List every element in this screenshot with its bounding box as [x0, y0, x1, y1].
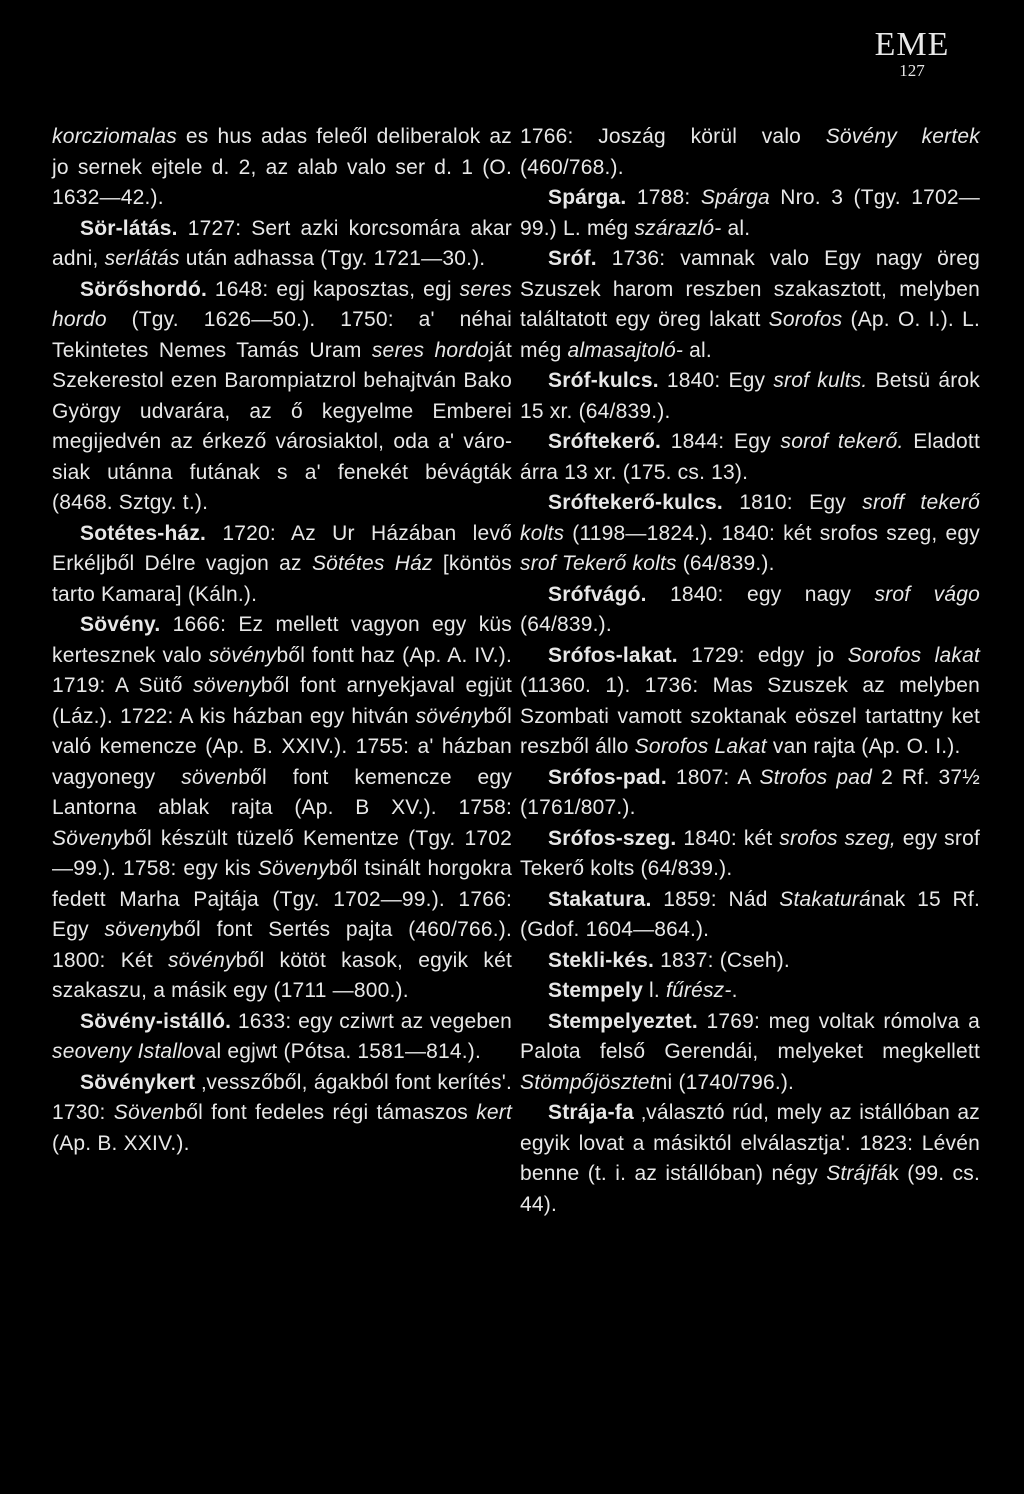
entry-headword: Sotétes-ház.	[80, 521, 207, 545]
entry-text: (11360. 1). 1736: Mas Szuszek az melyben Szombati vamott szoktanak eöszel tartattny ket reszből állo	[520, 674, 980, 758]
entry-quote-term: kert	[476, 1101, 512, 1124]
entry-quote-term: söveny	[193, 674, 261, 697]
entry-text: 1729: edgy jo	[677, 643, 848, 667]
entry-text: al.	[721, 216, 751, 240]
entry-headword: Sör-látás.	[80, 216, 178, 240]
entry-text: 1648: egj kaposztas, egj	[207, 277, 460, 301]
entry-headword: Stakatura.	[548, 887, 652, 911]
dictionary-entry	[520, 885, 980, 946]
entry-quote-term: Sorofos Lakat	[634, 735, 767, 758]
entry-quote-term: seres hordo	[371, 338, 490, 362]
dictionary-entry	[520, 946, 980, 977]
entry-quote-term: sövény	[167, 948, 236, 972]
entry-text: ből font arnyekjaval egjüt (Láz.). 1722: A kis házban egy hitván	[52, 674, 512, 728]
dictionary-entry	[520, 1007, 980, 1099]
dictionary-entry	[520, 641, 980, 763]
entry-text: .	[731, 979, 738, 1002]
dictionary-entry	[52, 1007, 512, 1068]
entry-quote-term: Strájfá	[826, 1162, 889, 1185]
entry-quote-term: srof vágo	[874, 582, 980, 606]
entry-text: al.	[683, 338, 712, 362]
dictionary-entry	[520, 763, 980, 824]
entry-text: ből tsinált horgokra fedett Marha Pajtája (Tgy. 1702—99.). 1766: Egy	[52, 857, 512, 941]
dictionary-entry	[520, 824, 980, 885]
entry-text: ből font Sertés pajta (460/766.). 1800: Két	[52, 918, 512, 972]
entry-quote-term: srof Tekerő kolts	[520, 552, 677, 575]
dictionary-entry	[520, 183, 980, 244]
entry-headword: Srófos-lakat.	[548, 643, 678, 667]
entry-text: es hus adas feleől deliberalok az jo sernek ejtele d. 2, az alab valo ser d. 1 (O. 1632—42.).	[52, 125, 512, 209]
entry-headword: Sörőshordó.	[80, 277, 208, 301]
dictionary-entry	[52, 122, 512, 214]
entry-text: Eladott árra 13 xr. (175. cs. 13).	[520, 430, 980, 484]
entry-text: 1769: meg voltak rómolva a Palota felső Gerendái, melyeket megkellett	[520, 1009, 980, 1063]
entry-text: 1720: Az Ur Házában levő Erkéljből Délre vagjon az	[52, 521, 512, 575]
entry-text: Betsü árok 15 xr. (64/839.).	[520, 369, 980, 423]
entry-quote-term: serlátás	[104, 247, 180, 270]
entry-text: (Ap. O. I.). L. még	[520, 308, 980, 362]
entry-text: (Ap. B. XXIV.).	[52, 1131, 190, 1155]
entry-quote-term: srofos szeg,	[779, 826, 896, 850]
entry-text: ből kötöt kasok, egyik két szakaszu, a másik egy (1711 —800.).	[52, 948, 512, 1002]
entry-text: Nro. 3 (Tgy. 1702—99.) L. még	[520, 186, 980, 240]
entry-headword: Srófos-szeg.	[548, 826, 677, 850]
entry-text: 1844: Egy	[661, 430, 781, 453]
entry-quote-term: Sötétes Ház	[311, 552, 433, 575]
entry-text: 1727: Sert azki korcsomára akar adni,	[52, 216, 512, 270]
entry-headword: Srófvágó.	[548, 582, 647, 606]
entry-text: (Tgy. 1626—50.). 1750: a' néhai Tekintetes Nemes Tamás Uram	[52, 308, 512, 362]
entry-text: ből készült tüzelő Kementze (Tgy. 1702—99.). 1758: egy kis	[52, 826, 512, 880]
entry-text: 1837: (Cseh).	[654, 948, 790, 972]
entry-text: (460/768.).	[520, 155, 624, 179]
entry-quote-term: sövény	[415, 704, 484, 728]
dictionary-entry	[520, 976, 980, 1007]
publisher-mark: EME	[874, 26, 950, 63]
entry-text: ből font kemencze egy Lantorna ablak rajta (Ap. B XV.). 1758:	[52, 765, 512, 819]
entry-quote-term: Sorofos	[768, 308, 843, 331]
entry-text: l.	[642, 979, 666, 1002]
left-column	[52, 122, 512, 1159]
entry-quote-term: sövény	[208, 643, 277, 667]
entry-headword: Sróftekerő.	[548, 430, 662, 453]
entry-quote-term: Strofos pad	[759, 765, 873, 789]
entry-text: ‚vesszőből, ágakból font kerítés'. 1730:	[52, 1070, 512, 1124]
entry-text: k (99. cs. 44).	[520, 1162, 980, 1216]
entry-headword: Sövénykert	[80, 1070, 196, 1094]
dictionary-entry	[520, 427, 980, 488]
entry-headword: Spárga.	[548, 186, 627, 209]
dictionary-entry	[52, 275, 512, 519]
entry-headword: Sróftekerő-kulcs.	[548, 491, 723, 514]
right-column	[520, 122, 980, 1220]
entry-headword: Srófos-pad.	[548, 765, 667, 789]
entry-quote-term: szárazló-	[634, 216, 722, 240]
entry-text: 1633: egy cziwrt az vegeben	[231, 1009, 512, 1033]
entry-text: 1666: Ez mellett vagyon egy küs kertesznek valo	[52, 613, 512, 667]
entry-quote-term: srof kults.	[773, 369, 868, 392]
entry-text: ből font fedeles régi támaszos	[174, 1101, 477, 1124]
entry-text: ből való kemencze (Ap. B. XXIV.). 1755: a' házban vagyonegy	[52, 704, 512, 789]
entry-headword: Stekli-kés.	[548, 948, 655, 972]
entry-quote-term: sroff tekerő kolts	[520, 491, 980, 545]
entry-headword: Sövény-istálló.	[80, 1009, 232, 1033]
entry-headword: Sövény.	[80, 613, 161, 636]
entry-quote-term: Stakaturá	[779, 887, 871, 911]
entry-quote-term: korcziomalas	[52, 125, 177, 148]
entry-headword: Strája-fa	[548, 1101, 634, 1124]
entry-quote-term: Söven	[113, 1101, 175, 1124]
dictionary-entry	[52, 214, 512, 275]
entry-quote-term: fűrész-	[665, 979, 732, 1002]
entry-headword: Stempely	[548, 979, 643, 1002]
entry-text: ből fontt haz (Ap. A. IV.). 1719: A Sütő	[52, 643, 512, 697]
dictionary-entry	[520, 366, 980, 427]
entry-text: 1840: két	[676, 826, 780, 850]
entry-headword: Sróf-kulcs.	[548, 369, 659, 392]
entry-text: van rajta (Ap. O. I.).	[766, 735, 961, 758]
entry-quote-term: Sövény kertek	[825, 125, 980, 148]
entry-quote-term: Spárga	[700, 186, 770, 209]
entry-text: 1766: Joszág körül valo	[520, 125, 826, 148]
entry-text: (64/839.).	[676, 552, 775, 575]
dictionary-entry	[52, 519, 512, 611]
entry-text: 1788:	[626, 186, 701, 209]
entry-quote-term: Söveny	[52, 826, 124, 850]
entry-text: után adhassa (Tgy. 1721—30.).	[179, 247, 486, 270]
entry-quote-term: Stömpőjösztet	[520, 1070, 656, 1094]
page-number: 127	[899, 61, 925, 80]
dictionary-entry	[520, 1098, 980, 1220]
dictionary-entry	[52, 610, 512, 1007]
dictionary-entry	[520, 122, 980, 183]
entry-text: 1859: Nád	[651, 887, 780, 911]
entry-text: val egjwt (Pótsa. 1581—814.).	[193, 1040, 482, 1063]
entry-headword: Stempelyeztet.	[548, 1009, 698, 1033]
entry-text: ját Szekerestol ezen Barompiatzrol behajtván Bako György udvarára, az ő kegyelme Emberei megijedvén az érkező városiaktol, oda a' városiak utánna futának s a' fenekét bévágták (8468. Sztgy. t.).	[52, 338, 512, 514]
entry-quote-term: Sorofos lakat	[847, 643, 980, 667]
entry-text: 1840: Egy	[658, 369, 774, 392]
entry-quote-term: söveny	[104, 918, 173, 941]
entry-quote-term: sorof tekerő.	[780, 430, 904, 453]
dictionary-entry	[520, 244, 980, 366]
entry-text: 2 Rf. 37½ (1761/807.).	[520, 765, 981, 819]
entry-quote-term: almasajtoló-	[567, 338, 684, 362]
entry-quote-term: seres hordo	[52, 277, 512, 331]
entry-quote-term: seoveny Istallo	[52, 1040, 194, 1063]
entry-text: (1198—1824.). 1840: két srofos szeg, egy	[564, 521, 980, 545]
entry-headword: Sróf.	[548, 247, 597, 270]
dictionary-entry	[52, 1068, 512, 1160]
entry-text: 1736: vamnak valo Egy nagy öreg Szuszek harom reszben szakasztott, melyben találtatott egy öreg lakatt	[520, 247, 980, 331]
dictionary-entry	[520, 488, 980, 580]
entry-quote-term: söven	[181, 765, 239, 789]
entry-text: (64/839.).	[520, 613, 612, 636]
entry-text: ‚választó rúd, mely az istállóban az egyik lovat a másiktól elválasztja'. 1823: Lévén benne (t. i. az istállóban) négy	[520, 1101, 980, 1185]
entry-text: ni (1740/796.).	[655, 1070, 795, 1094]
entry-text: [köntös tarto Kamara] (Káln.).	[52, 552, 512, 606]
entry-text: 1807: A	[666, 765, 760, 789]
entry-text: 1810: Egy	[722, 491, 863, 514]
page-header	[862, 28, 962, 80]
entry-text: egy srof Tekerő kolts (64/839.).	[520, 826, 980, 880]
entry-text: nak 15 Rf. (Gdof. 1604—864.).	[520, 887, 980, 941]
entry-text: 1840: egy nagy	[646, 582, 875, 606]
entry-quote-term: Söveny	[257, 857, 329, 880]
dictionary-entry	[520, 580, 980, 641]
